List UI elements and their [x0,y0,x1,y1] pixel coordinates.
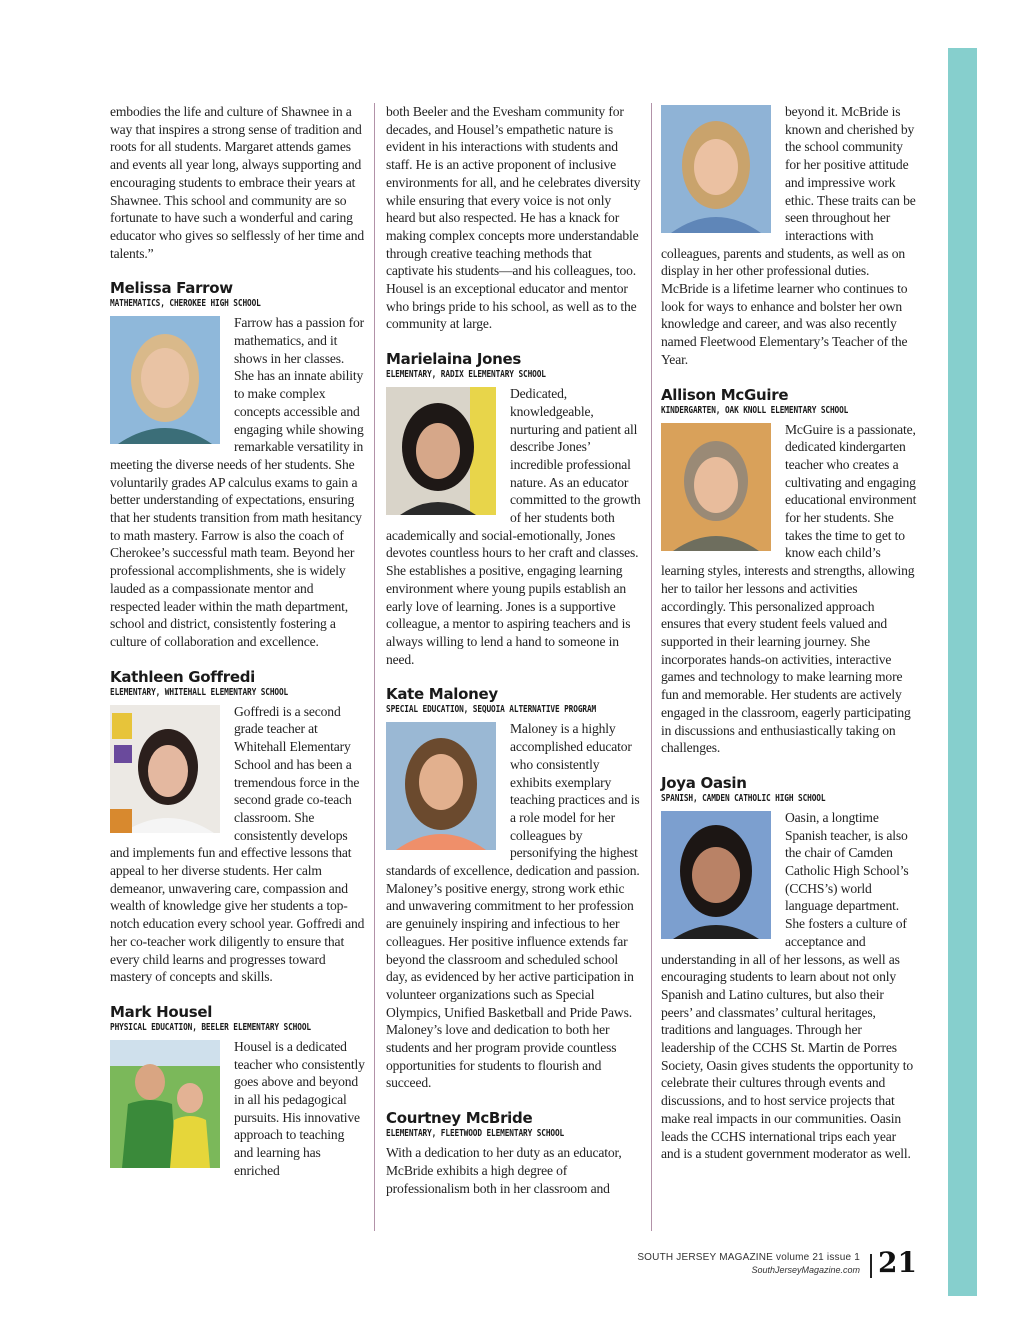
column-1 [110,103,365,1180]
portrait-photo [661,105,771,233]
profile-name: Allison McGuire [661,385,789,404]
profile-name: Marielaina Jones [386,350,522,369]
portrait-photo [386,722,496,850]
column-rule [651,103,652,1231]
profile-body: Goffredi is a second grade teacher at Whitehall Elementary School and has been a tremendous force in the second grade co-teach classroom. She consistently develops and implements fun and effective lessons that appeal to her diverse students. Her calm demeanor, unwavering care, compassion and wealth of knowledge give her students a top-notch education every school year. Goffredi and her co-teacher work diligently to ensure that every child learns and progresses toward mastery of concepts and skills. [110,703,365,985]
continued-text: both Beeler and the Evesham community for decades, and Housel’s empathetic nature is evident in his interactions with students and staff. He is an active proponent of inclusive environments for all, and he celebrates diversity while ensuring that every voice is not only heard but also respected. He has a knack for making complex concepts more understandable through creative teaching methods that captivate his students—and his colleagues, too. Housel is an exceptional educator and mentor who brings pride to his school, as well as to the community at large. [386,104,641,332]
profile-subject: SPECIAL EDUCATION, SEQUOIA ALTERNATIVE PROGRAM [386,704,597,716]
profile-subject: KINDERGARTEN, OAK KNOLL ELEMENTARY SCHOOL [661,404,849,416]
continued-text: embodies the life and culture of Shawnee in a way that inspires a strong sense of tradition and roots for all students. Margaret attends games and events all year long, always supporting and encouraging students to embrace their years at Shawnee. This school and community are so fortunate to have such a wonderful and caring educator who gives so selflessly of her time and talents.” [110,104,365,261]
continued-text: beyond it. McBride is known and cherished by the school community for her positive attitude and impressive work ethic. These traits can be seen throughout her interactions with colleagues, parents and students, as well as on display in her other professional duties. McBride is a lifetime learner who continues to look for ways to enhance and bolster her own knowledge and career, and was also recently named Fleetwood Elementary’s Teacher of the Year. [661,104,916,367]
profile-body: McGuire is a passionate, dedicated kindergarten teacher who creates a cultivating and engaging educational environment for her students. She takes the time to get to know each child’s learning styles, interests and strengths, allowing her to tailor her lessons and activities accordingly. This personalized approach ensures that every student feels valued and supported in their learning journey. She incorporates hands-on activities, interactive games and technology to make learning more fun and memorable. Her students are actively engaged in the classroom, eagerly participating in discussions and enthusiastically taking on challenges. [661,421,917,756]
magazine-issue: SOUTH JERSEY MAGAZINE volume 21 issue 1 [637,1252,860,1263]
portrait-photo [110,705,220,833]
profile-body: Housel is a dedicated teacher who consistently goes above and beyond in all his pedagogical pursuits. His innovative approach to teaching and learning has enriched [234,1038,365,1178]
profile-subject: ELEMENTARY, RADIX ELEMENTARY SCHOOL [386,369,546,381]
footer-divider [870,1254,872,1278]
profile-subject: PHYSICAL EDUCATION, BEELER ELEMENTARY SCHOOL [110,1021,311,1033]
profile-subject: MATHEMATICS, CHEROKEE HIGH SCHOOL [110,298,261,310]
column-rule [374,103,375,1231]
profile-body: Farrow has a passion for mathematics, and it shows in her classes. She has an innate ability to make complex concepts accessible and engaging while showing remarkable versatility in meeting the diverse needs of her students. She voluntarily grades AP calculus exams to gain a better understanding of expectations, ensuring that her students transition from math hesitancy to math mastery. Farrow is also the coach of Cherokee’s successful math team. Beyond her professional accomplishments, she is widely lauded as a compassionate mentor and respected leader within the math department, school and district, consistently fostering a culture of collaboration and excellence. [110,315,365,649]
profile-body: Dedicated, knowledgeable, nurturing and patient all describe Jones’ incredible professional nature. As an educator committed to the growth of her students both academically and social-emotionally, Jones devotes countless hours to her craft and classes. She establishes a positive, engaging learning environment where young pupils establish an early love of learning. Jones is a supportive colleague, a mentor to aspiring teachers and is always willing to lend a hand to someone in need. [386,386,641,667]
page-number: 21 [878,1246,917,1279]
profile-subject: ELEMENTARY, FLEETWOOD ELEMENTARY SCHOOL [386,1128,565,1140]
portrait-photo [661,423,771,551]
profile-subject: SPANISH, CAMDEN CATHOLIC HIGH SCHOOL [661,792,826,804]
profile-name: Joya Oasin [661,773,747,792]
accent-edge-bar [948,48,977,1296]
portrait-photo [110,316,220,444]
magazine-url[interactable]: SouthJerseyMagazine.com [751,1265,860,1275]
profile-name: Mark Housel [110,1002,213,1021]
profile-name: Courtney McBride [386,1109,533,1128]
portrait-photo [661,811,771,939]
profile-name: Melissa Farrow [110,279,233,298]
action-photo [110,1040,220,1168]
portrait-photo [386,387,496,515]
profile-body: With a dedication to her duty as an educator, McBride exhibits a high degree of professionalism both in her classroom and [386,1145,622,1196]
column-2 [386,103,641,1197]
profile-subject: ELEMENTARY, WHITEHALL ELEMENTARY SCHOOL [110,686,289,698]
page-footer [600,1251,860,1276]
profile-body: Oasin, a longtime Spanish teacher, is also the chair of Camden Catholic High School’s (CCHS’s) world language department. She fosters a culture of acceptance and understanding in all of her lessons, as well as encouraging students to learn about not only Spanish and Latino cultures, but also their peers’ and classmates’ cultural heritages, traditions and languages. Through her leadership of the CCHS St. Martin de Porres Society, Oasin gives students the opportunity to celebrate their cultures through events and discussions, and to host service projects that make real impacts in our communities. Oasin leads the CCHS international trips each year and is a student government moderator as well. [661,809,914,1162]
profile-body: Maloney is a highly accomplished educator who consistently exhibits exemplary teaching practices and is a role model for her colleagues by personifying the highest standards of excellence, dedication and passion. Maloney’s positive energy, strong work ethic and unwavering commitment to her profession are genuinely inspiring and infectious to her colleagues. Her positive influence extends far beyond the classroom and scheduled school day, as evidenced by her active participation in volunteer organizations such as Special Olympics, Unified Basketball and Pride Paws. Maloney’s love and dedication to both her students and her program provide countless opportunities for students to flourish and succeed. [386,721,640,1091]
profile-name: Kathleen Goffredi [110,667,256,686]
column-3 [661,103,917,1163]
profile-name: Kate Maloney [386,685,498,704]
